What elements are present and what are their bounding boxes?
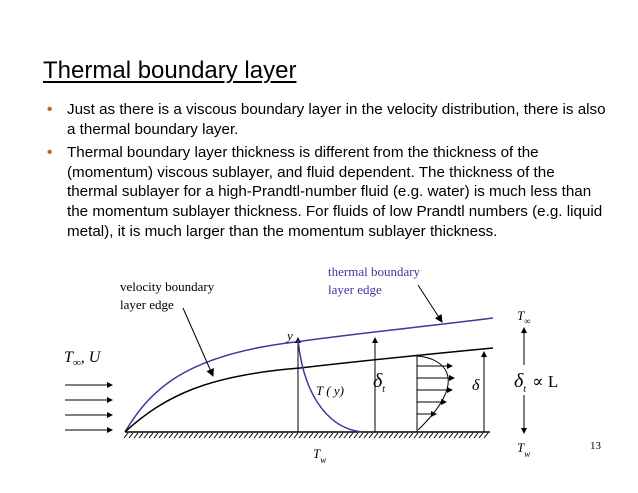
hatch-mark xyxy=(249,433,253,438)
hatch-mark xyxy=(434,433,438,438)
hatch-mark xyxy=(184,433,188,438)
hatch-mark xyxy=(289,433,293,438)
hatch-mark xyxy=(424,433,428,438)
hatch-mark xyxy=(469,433,473,438)
hatch-mark xyxy=(229,433,233,438)
hatch-mark xyxy=(159,433,163,438)
hatch-mark xyxy=(284,433,288,438)
t-of-y-label: T ( y) xyxy=(316,383,344,398)
bullet-icon: • xyxy=(47,101,53,118)
hatch-mark xyxy=(144,433,148,438)
velocity-edge-label-2: layer edge xyxy=(120,297,174,312)
hatch-mark xyxy=(214,433,218,438)
hatch-mark xyxy=(454,433,458,438)
hatch-mark xyxy=(439,433,443,438)
bullet-text: Thermal boundary layer thickness is different from the thickness of the (momentum) viscous sublayer, and fluid dependent. The thickness of the thermal sublayer for a high-Prandtl-number fluid (e.g. water) is much less than the momentum sublayer thickness. For fluids of low Prandtl numbers (e.g. liquid metal), it is much larger than the momentum sublayer thickness. xyxy=(67,144,603,240)
thermal-edge-curve xyxy=(125,318,493,432)
hatch-mark xyxy=(299,433,303,438)
hatch-mark xyxy=(464,433,468,438)
hatch-mark xyxy=(344,433,348,438)
hatch-mark xyxy=(369,433,373,438)
hatch-mark xyxy=(224,433,228,438)
hatch-mark xyxy=(474,433,478,438)
hatch-mark xyxy=(484,433,488,438)
hatch-mark xyxy=(394,433,398,438)
hatch-mark xyxy=(164,433,168,438)
t-inf-label: $T_\infty$ xyxy=(517,308,531,326)
hatch-mark xyxy=(329,433,333,438)
hatch-mark xyxy=(274,433,278,438)
freestream-label: $T_\infty$, U xyxy=(64,349,101,369)
hatch-mark xyxy=(404,433,408,438)
hatch-mark xyxy=(174,433,178,438)
y-label: y xyxy=(287,328,293,343)
hatch-mark xyxy=(409,433,413,438)
hatch-mark xyxy=(259,433,263,438)
hatch-mark xyxy=(219,433,223,438)
hatch-mark xyxy=(334,433,338,438)
hatch-mark xyxy=(139,433,143,438)
hatch-mark xyxy=(429,433,433,438)
hatch-mark xyxy=(129,433,133,438)
hatch-mark xyxy=(279,433,283,438)
hatch-mark xyxy=(459,433,463,438)
thermal-edge-label-2: layer edge xyxy=(328,282,382,297)
hatch-mark xyxy=(449,433,453,438)
hatch-mark xyxy=(479,433,483,438)
hatch-mark xyxy=(134,433,138,438)
hatch-mark xyxy=(199,433,203,438)
hatch-mark xyxy=(209,433,213,438)
hatch-mark xyxy=(304,433,308,438)
bullet-icon: • xyxy=(47,144,53,162)
hatch-mark xyxy=(314,433,318,438)
delta-t-label: $\delta_t$ xyxy=(373,370,386,395)
hatch-mark xyxy=(149,433,153,438)
hatch-mark xyxy=(319,433,323,438)
hatch-mark xyxy=(239,433,243,438)
hatch-mark xyxy=(399,433,403,438)
hatch-mark xyxy=(349,433,353,438)
slide-title: Thermal boundary layer xyxy=(43,57,297,84)
hatch-mark xyxy=(189,433,193,438)
hatch-mark xyxy=(364,433,368,438)
hatch-mark xyxy=(154,433,158,438)
hatch-mark xyxy=(389,433,393,438)
velocity-edge-label-1: velocity boundary xyxy=(120,279,215,294)
bullet-text: Just as there is a viscous boundary layer in the velocity distribution, there is also a thermal boundary layer. xyxy=(67,101,606,138)
hatch-mark xyxy=(244,433,248,438)
hatch-mark xyxy=(324,433,328,438)
hatch-mark xyxy=(204,433,208,438)
hatch-mark xyxy=(419,433,423,438)
hatch-mark xyxy=(269,433,273,438)
hatch-mark xyxy=(254,433,258,438)
hatch-mark xyxy=(309,433,313,438)
hatch-mark xyxy=(179,433,183,438)
hatch-mark xyxy=(264,433,268,438)
hatch-mark xyxy=(194,433,198,438)
hatch-mark xyxy=(169,433,173,438)
hatch-mark xyxy=(339,433,343,438)
hatch-mark xyxy=(359,433,363,438)
velocity-profile xyxy=(417,355,454,432)
hatch-mark xyxy=(414,433,418,438)
scaling-relation: $\delta_t$ $^{\propto L}$ xyxy=(514,370,559,395)
delta-label: δ xyxy=(472,377,480,394)
hatch-mark xyxy=(294,433,298,438)
thermal-edge-label-1: thermal boundary xyxy=(328,264,421,279)
hatch-mark xyxy=(444,433,448,438)
inflow-arrows xyxy=(65,385,112,430)
thermal-label-leader xyxy=(418,285,442,322)
wall-hatching xyxy=(124,432,490,438)
hatch-mark xyxy=(384,433,388,438)
page-number: 13 xyxy=(590,440,601,452)
hatch-mark xyxy=(374,433,378,438)
hatch-mark xyxy=(354,433,358,438)
hatch-mark xyxy=(124,433,128,438)
t-w-bottom-label: $T_w$ xyxy=(313,446,327,465)
t-w-right-label: $T_w$ xyxy=(517,440,531,459)
hatch-mark xyxy=(234,433,238,438)
hatch-mark xyxy=(379,433,383,438)
